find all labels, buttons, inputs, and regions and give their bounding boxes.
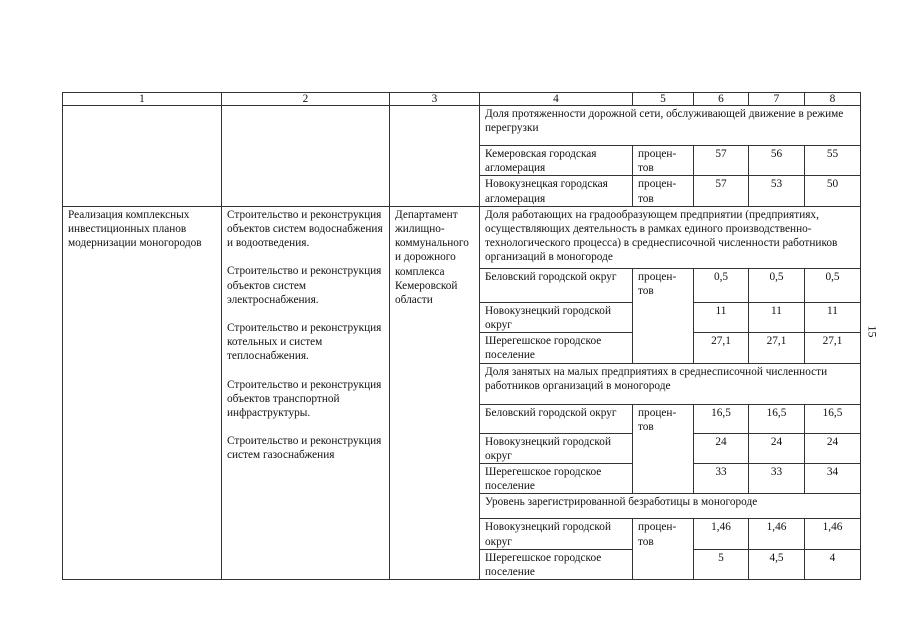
value-2019: 1,46 [694, 519, 749, 549]
unit: процен-тов [633, 404, 694, 494]
value-2020: 16,5 [749, 404, 805, 433]
header-row [63, 93, 861, 106]
value-2021: 0,5 [805, 268, 861, 302]
value-2020: 56 [749, 146, 805, 176]
value-2020: 27,1 [749, 333, 805, 363]
indicator-title: Доля протяженности дорожной сети, обслуживающей движение в режиме перегрузки [480, 106, 861, 146]
empty-cell [390, 106, 480, 207]
activity-item: Строительство и реконструкция объектов транспортной инфраструктуры. [227, 378, 382, 420]
col-header-3: 3 [390, 93, 480, 106]
unit: процен-тов [633, 176, 694, 206]
territory-name: Беловский городской округ [480, 404, 633, 433]
territory-name: Новокузнецкий городской округ [480, 302, 633, 332]
value-2020: 24 [749, 433, 805, 463]
value-2020: 11 [749, 302, 805, 332]
value-2021: 16,5 [805, 404, 861, 433]
activity-item: Строительство и реконструкция объектов систем электроснабжения. [227, 265, 382, 306]
col-header-7: 7 [749, 93, 805, 106]
col-header-5: 5 [633, 93, 694, 106]
page-number: 15 [865, 325, 880, 338]
activities-cell [222, 206, 390, 579]
value-2020: 1,46 [749, 519, 805, 549]
col-header-2: 2 [222, 93, 390, 106]
value-2021: 24 [805, 433, 861, 463]
value-2021: 11 [805, 302, 861, 332]
value-2020: 4,5 [749, 549, 805, 579]
empty-cell [222, 106, 390, 207]
indicator-title: Уровень зарегистрированной безработицы в моногороде [480, 494, 861, 519]
territory-name: Шерегешское городское поселение [480, 464, 633, 494]
value-2019: 24 [694, 433, 749, 463]
indicator-title: Доля занятых на малых предприятиях в среднесписочной численности работников организаций в моногороде [480, 363, 861, 404]
territory-name: Шерегешское городское поселение [480, 549, 633, 579]
territory-name: Шерегешское городское поселение [480, 333, 633, 363]
activity-item: Строительство и реконструкция систем газоснабжения [227, 435, 382, 462]
territory-name: Новокузнецкая городская агломерация [480, 176, 633, 206]
unit: процен-тов [633, 146, 694, 176]
unit: процен-тов [633, 268, 694, 363]
value-2019: 57 [694, 146, 749, 176]
measure-cell: Реализация комплексных инвестиционных планов модернизации моногородов [63, 206, 222, 579]
territory-name: Новокузнецкий городской округ [480, 519, 633, 549]
value-2019: 0,5 [694, 268, 749, 302]
col-header-8: 8 [805, 93, 861, 106]
value-2019: 57 [694, 176, 749, 206]
value-2019: 11 [694, 302, 749, 332]
value-2020: 0,5 [749, 268, 805, 302]
value-2019: 5 [694, 549, 749, 579]
value-2020: 33 [749, 464, 805, 494]
activity-item: Строительство и реконструкция объектов систем водоснабжения и водоотведения. [227, 208, 383, 250]
executor-cell: Департамент жилищно-коммунального и дорожного комплекса Кемеровской области [390, 206, 480, 579]
unit: процен-тов [633, 519, 694, 580]
indicators-table [62, 92, 861, 580]
value-2021: 55 [805, 146, 861, 176]
territory-name: Беловский городской округ [480, 268, 633, 302]
value-2021: 50 [805, 176, 861, 206]
value-2021: 34 [805, 464, 861, 494]
territory-name: Новокузнецкий городской округ [480, 433, 633, 463]
col-header-6: 6 [694, 93, 749, 106]
value-2020: 53 [749, 176, 805, 206]
col-header-1: 1 [63, 93, 222, 106]
empty-cell [63, 106, 222, 207]
indicator-title: Доля работающих на градообразующем предприятии (предприятиях, осуществляющих деятельность в рамках единого производственно-технологического процесса) в среднесписочной численности работников организаций в моногороде [480, 206, 861, 268]
territory-name: Кемеровская городская агломерация [480, 146, 633, 176]
value-2019: 16,5 [694, 404, 749, 433]
value-2021: 27,1 [805, 333, 861, 363]
value-2021: 1,46 [805, 519, 861, 549]
col-header-4: 4 [480, 93, 633, 106]
value-2019: 33 [694, 464, 749, 494]
value-2019: 27,1 [694, 333, 749, 363]
value-2021: 4 [805, 549, 861, 579]
activity-item: Строительство и реконструкция котельных и систем теплоснабжения. [227, 322, 382, 363]
